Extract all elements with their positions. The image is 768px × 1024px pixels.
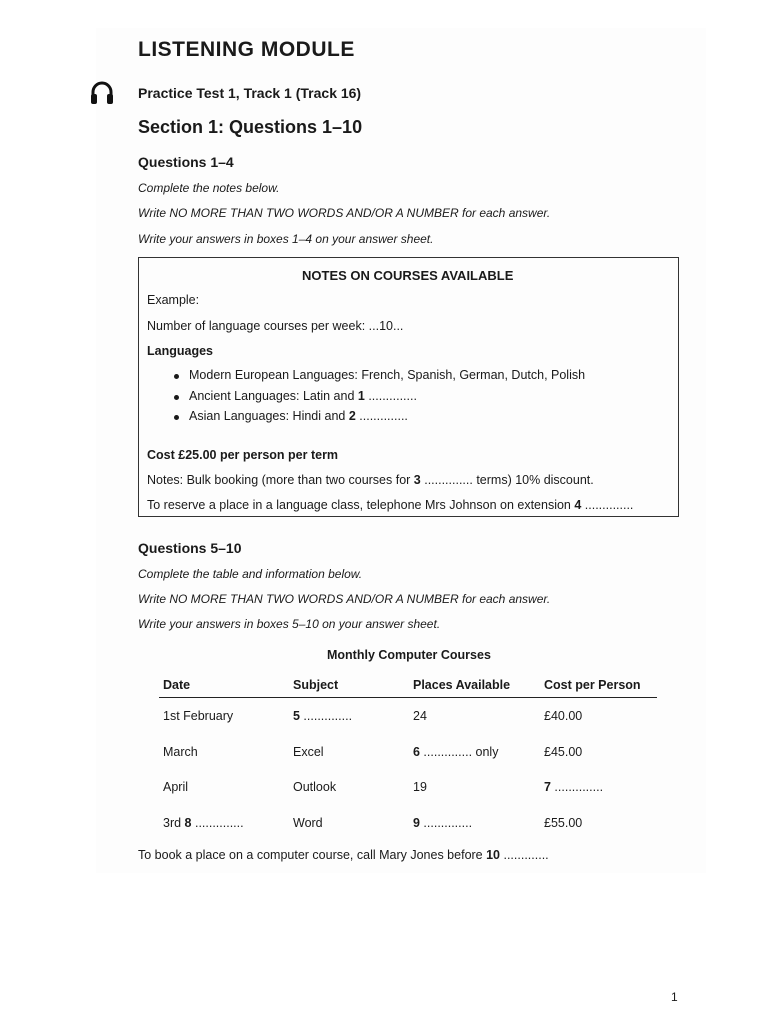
instruction-line: Write your answers in boxes 1–4 on your answer sheet.	[138, 232, 434, 246]
table-cell: Excel	[293, 745, 324, 759]
table-cell: April	[163, 780, 189, 794]
bullet-dot	[174, 395, 179, 400]
column-header-subject: Subject	[293, 678, 339, 692]
answer-gap: ..............	[299, 709, 353, 723]
question-number: 2	[348, 409, 356, 423]
bullet-item	[189, 368, 585, 382]
table-cell: £40.00	[544, 709, 583, 723]
table-cell	[413, 816, 472, 830]
header-rule	[159, 697, 657, 698]
table-cell: Word	[293, 816, 323, 830]
answer-gap: ..............	[419, 816, 473, 830]
answer-gap: .............	[500, 848, 549, 862]
table-cell	[163, 816, 244, 830]
page-number: 1	[671, 990, 678, 1004]
bullet-dot	[174, 374, 179, 379]
answer-gap: ..............	[550, 780, 604, 794]
question-number: 4	[574, 498, 582, 512]
answer-gap: ..............	[191, 816, 244, 830]
bullet-text: Asian Languages: Hindi and	[189, 409, 349, 423]
column-header-cost: Cost per Person	[544, 678, 641, 692]
bulk-text: Notes: Bulk booking (more than two courses for	[147, 473, 414, 487]
question-number: 3	[413, 473, 421, 487]
questions-1-4-heading: Questions 1–4	[138, 154, 234, 170]
answer-gap: ..............	[581, 498, 634, 512]
answer-gap: .............. only	[419, 745, 499, 759]
reserve-text: To reserve a place in a language class, telephone Mrs Johnson on extension	[147, 498, 575, 512]
table-cell: £45.00	[544, 745, 583, 759]
question-number: 6	[413, 745, 420, 759]
instruction-line: Write NO MORE THAN TWO WORDS AND/OR A NUMBER for each answer.	[138, 592, 551, 606]
languages-heading: Languages	[147, 344, 213, 358]
question-number: 5	[293, 709, 300, 723]
table-title: Monthly Computer Courses	[327, 648, 491, 662]
table-cell: Outlook	[293, 780, 337, 794]
question-number: 8	[184, 816, 192, 830]
bullet-text: Ancient Languages: Latin and	[189, 389, 358, 403]
table-cell	[413, 745, 498, 759]
questions-5-10-heading: Questions 5–10	[138, 540, 242, 556]
table-cell: 24	[413, 709, 427, 723]
table-cell: 1st February	[163, 709, 234, 723]
instruction-line: Complete the table and information below.	[138, 567, 363, 581]
module-title: LISTENING MODULE	[138, 38, 355, 61]
table-cell	[293, 709, 352, 723]
answer-gap: ..............	[364, 389, 417, 403]
bullet-text: Modern European Languages: French, Spanish, German, Dutch, Polish	[189, 368, 586, 382]
column-header-places: Places Available	[413, 678, 511, 692]
cost-line: Cost £25.00 per person per term	[147, 448, 339, 462]
table-cell: £55.00	[544, 816, 583, 830]
instruction-line: Write your answers in boxes 5–10 on your answer sheet.	[138, 617, 441, 631]
table-cell: 19	[413, 780, 427, 794]
section-heading: Section 1: Questions 1–10	[138, 117, 363, 137]
bullet-item	[189, 409, 408, 423]
notes-title: NOTES ON COURSES AVAILABLE	[302, 268, 514, 283]
table-cell: March	[163, 745, 198, 759]
question-number: 1	[357, 389, 365, 403]
question-number: 9	[413, 816, 420, 830]
reserve-line	[147, 498, 633, 512]
example-label: Example:	[147, 293, 200, 307]
booking-sentence	[138, 848, 549, 862]
table-cell	[544, 780, 603, 794]
question-number: 7	[544, 780, 551, 794]
date-prefix: 3rd	[163, 816, 185, 830]
track-label: Practice Test 1, Track 1 (Track 16)	[138, 85, 362, 101]
instruction-line: Write NO MORE THAN TWO WORDS AND/OR A NUMBER for each answer.	[138, 206, 551, 220]
question-number: 10	[486, 848, 501, 862]
column-header-date: Date	[163, 678, 191, 692]
instruction-line: Complete the notes below.	[138, 181, 280, 195]
headphones-icon	[89, 80, 115, 106]
bulk-text-after: .............. terms) 10% discount.	[420, 473, 594, 487]
bullet-item	[189, 389, 417, 403]
bulk-booking-line	[147, 473, 594, 487]
answer-gap: ..............	[355, 409, 408, 423]
booking-text: To book a place on a computer course, call Mary Jones before	[138, 848, 487, 862]
example-line: Number of language courses per week: ...10...	[147, 319, 404, 333]
bullet-dot	[174, 415, 179, 420]
